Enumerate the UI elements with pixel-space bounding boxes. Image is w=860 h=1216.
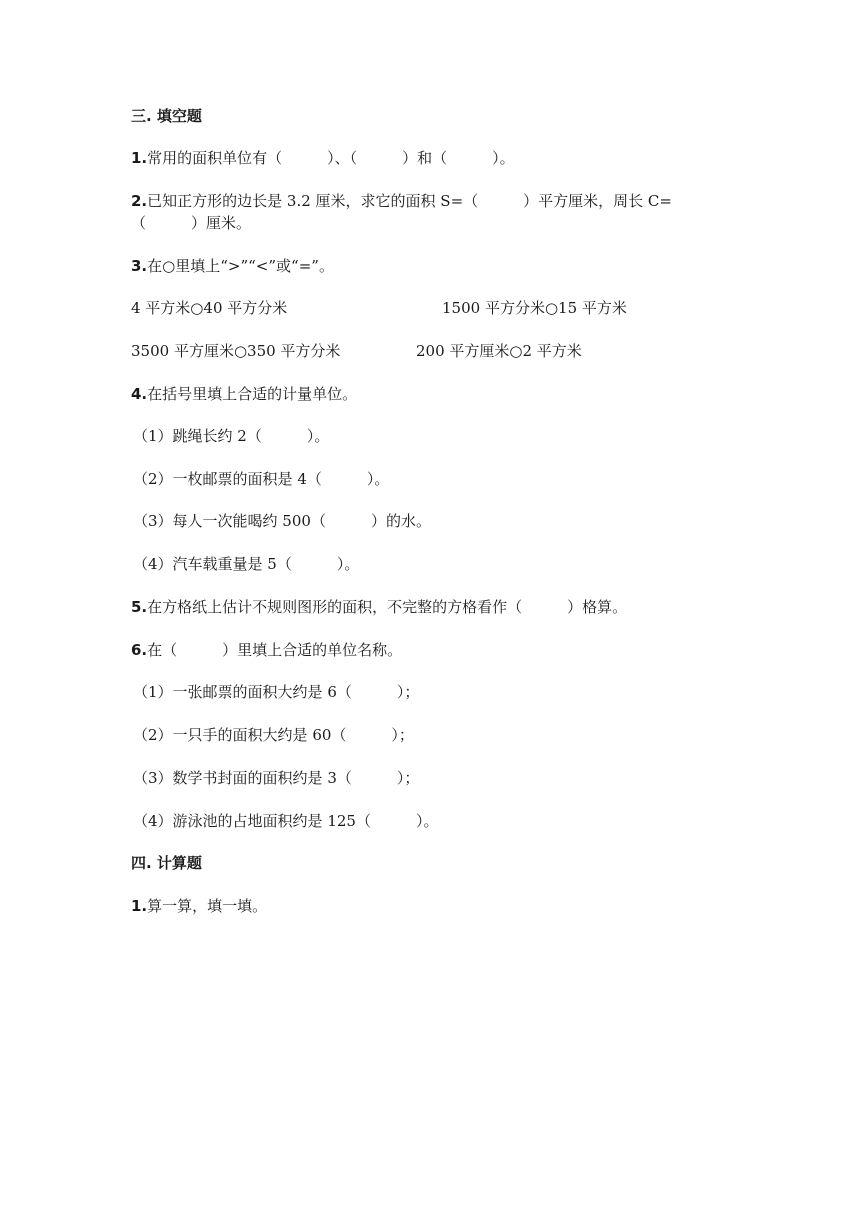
sub-item: （4）汽车载重量是 5（ ）。 [133, 555, 360, 573]
sub-item: （3）每人一次能喝约 500（ ）的水。 [133, 512, 431, 530]
question-text: 已知正方形的边长是 3.2 厘米，求它的面积 S=（ ）平方厘米，周长 C= [147, 192, 672, 210]
question-text: 在括号里填上合适的计量单位。 [147, 385, 358, 403]
question-text: 在（ ）里填上合适的单位名称。 [147, 641, 403, 659]
section-4-title: 四. 计算题 [131, 854, 202, 872]
question-text: 在○里填上“>”“<”或“=”。 [147, 257, 334, 275]
question-5 [131, 597, 627, 617]
question-number: 1. [131, 149, 148, 167]
question-2 [131, 191, 672, 211]
question-number: 2. [131, 192, 148, 210]
question-text: 常用的面积单位有（ ）、（ ）和（ ）。 [147, 149, 515, 167]
sub-item: （2）一枚邮票的面积是 4（ ）。 [133, 470, 390, 488]
question-number: 6. [131, 641, 148, 659]
question-number: 1. [131, 897, 148, 915]
question-3 [131, 256, 334, 276]
compare-item-d: 200 平方厘米○2 平方米 [416, 342, 582, 360]
question-2-continuation: （ ）厘米。 [131, 214, 252, 232]
sub-item: （2）一只手的面积大约是 60（ ）； [133, 726, 414, 744]
compare-item-b: 1500 平方分米○15 平方米 [442, 299, 627, 317]
sub-item: （4）游泳池的占地面积约是 125（ ）。 [133, 812, 439, 830]
compare-item-c: 3500 平方厘米○350 平方分米 [131, 342, 341, 360]
question-1 [131, 148, 515, 168]
sub-item: （1）跳绳长约 2（ ）。 [133, 427, 330, 445]
sub-item: （1）一张邮票的面积大约是 6（ ）； [133, 683, 420, 701]
question-6 [131, 640, 402, 660]
question-number: 5. [131, 598, 148, 616]
calc-question-1 [131, 896, 267, 916]
section-3-title: 三. 填空题 [131, 107, 202, 125]
question-number: 3. [131, 257, 148, 275]
question-text: 在方格纸上估计不规则图形的面积，不完整的方格看作（ ）格算。 [147, 598, 628, 616]
question-text: 算一算，填一填。 [147, 897, 268, 915]
question-4 [131, 384, 357, 404]
question-number: 4. [131, 385, 148, 403]
compare-item-a: 4 平方米○40 平方分米 [131, 299, 288, 317]
sub-item: （3）数学书封面的面积约是 3（ ）； [133, 769, 420, 787]
